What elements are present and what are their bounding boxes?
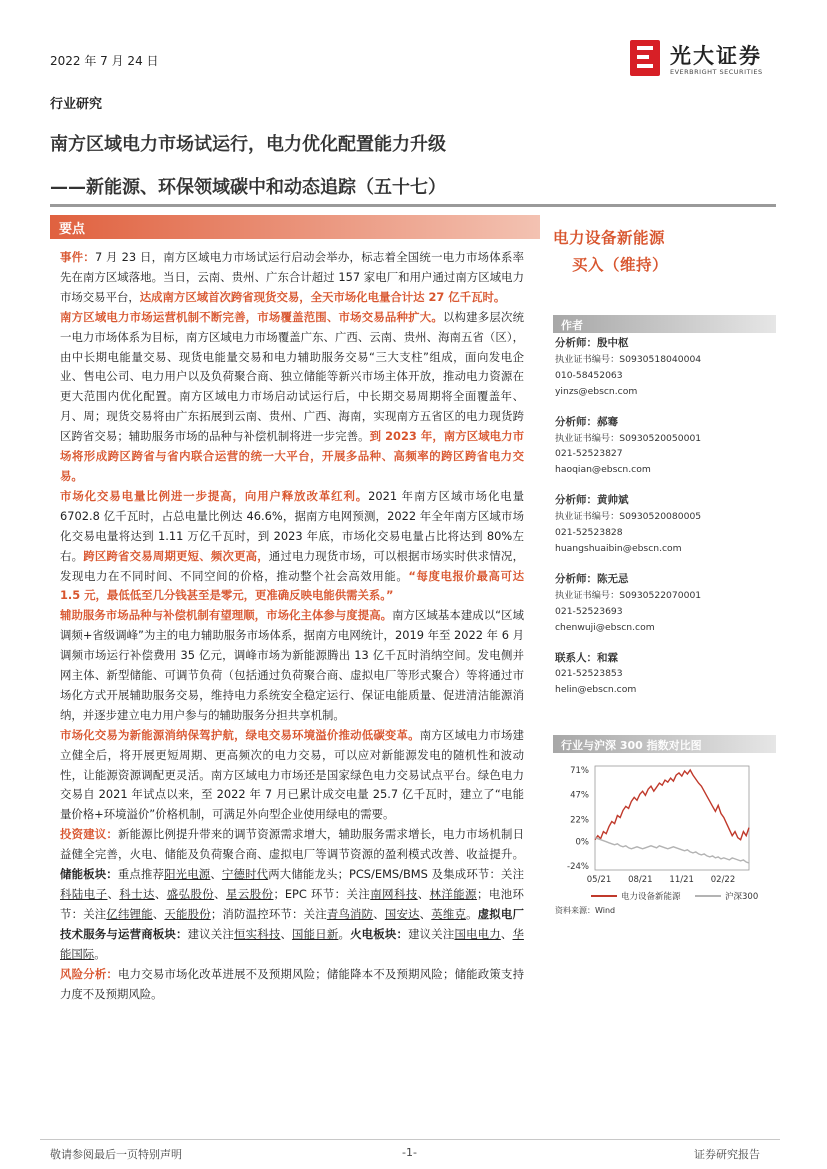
author-phone: 010-58452063: [555, 369, 623, 381]
investment-text: 、: [154, 887, 167, 901]
x-tick-label: 08/21: [628, 875, 653, 885]
author-phone: 021-52523693: [555, 605, 623, 617]
investment-text: 、: [214, 887, 227, 901]
author-name: 陈无忌: [597, 572, 629, 585]
author-cert: 执业证书编号：S0930520080005: [555, 511, 702, 523]
report-category: 行业研究: [50, 97, 103, 112]
stock-link[interactable]: 星云股份: [226, 887, 274, 901]
brand-logo: [628, 38, 776, 82]
legend-label: 沪深300: [725, 892, 759, 902]
y-tick-label: -24%: [567, 862, 589, 872]
investment-text: ；消防温控环节：关注: [210, 906, 327, 921]
author-role: 分析师：: [555, 415, 597, 428]
series-line: [595, 838, 749, 863]
ancillary-text: 南方区域基本建成以“区域调频+省级调峰”为主的电力辅助服务市场体系，据南方电网统计，2019 年至 2022 年 6 月调频市场运行补偿费用 35 亿元，调峰市场为新能源腾出 13 亿千瓦时消纳空间。发电侧并网主体、新型储能、可调节负荷（包括通过负荷聚合商、虚拟电厂等形式聚合）等将通过市场化方式开展辅助服务交易，维持电力系统安全稳定运行、保证电能质量、促进清洁能源消纳，并逐步建立电力用户参与的辅助服务分担共享机制。: [60, 608, 524, 722]
stock-link[interactable]: 宁德时代: [221, 867, 269, 882]
y-tick-label: 71%: [570, 766, 589, 776]
author-name: 郝骞: [597, 415, 618, 428]
paragraph-market-share: [60, 487, 524, 606]
y-tick-label: 47%: [570, 790, 589, 801]
investment-text: 。: [466, 906, 478, 921]
authors-header: [553, 315, 776, 333]
key-points-header: [50, 215, 540, 239]
storage-sector-label: 储能板块：: [60, 867, 118, 882]
investment-text: 建议关注: [187, 926, 235, 941]
stock-link[interactable]: 盛弘股份: [166, 887, 215, 901]
brand-name-en: EVERBRIGHT SECURITIES: [670, 68, 763, 76]
event-label: 事件：: [60, 250, 95, 264]
investment-text: 、: [373, 906, 385, 921]
stock-link[interactable]: 南网科技: [370, 887, 418, 901]
author-phone: 021-52523827: [555, 448, 623, 460]
investment-text: 、: [210, 867, 222, 882]
investment-label: 投资建议：: [60, 827, 119, 842]
paragraph-event: [60, 248, 524, 308]
legend-label: 电力设备新能源: [621, 892, 681, 902]
vpp-sector-label: 虚拟电厂技术服务与运营商板块：: [60, 906, 524, 941]
author-role: 分析师：: [555, 494, 597, 507]
author-entry: [555, 493, 777, 557]
author-role: 分析师：: [555, 337, 597, 349]
index-comparison-chart: [553, 758, 776, 918]
contact-phone: 021-52523853: [555, 668, 623, 680]
chart-source: 资料来源：Wind: [555, 906, 616, 915]
stock-link[interactable]: 科士达: [119, 887, 155, 901]
mechanism-heading: 南方区域电力市场运营机制不断完善，市场覆盖范围、市场交易品种扩大。: [60, 309, 443, 324]
green-power-heading: 市场化交易为新能源消纳保驾护航，绿电交易环境溢价推动低碳变革。: [60, 727, 420, 742]
authors-label: 作者: [561, 319, 583, 332]
author-cert: 执业证书编号：S0930518040004: [555, 353, 702, 365]
author-phone: 021-52523828: [555, 527, 623, 539]
investment-text: 两大储能龙头；PCS/EMS/BMS 及集成环节：关注: [268, 867, 524, 882]
author-role: 分析师：: [555, 572, 597, 585]
stock-link[interactable]: 林洋能源: [429, 887, 477, 901]
investment-text: 建议关注: [408, 926, 455, 941]
stock-link[interactable]: 青鸟消防: [326, 906, 374, 921]
market-share-text: 2021 年南方区域市场化电量 6702.8 亿千瓦时，占总电量比例达 46.6%，据南方电网预测，2022 年全年南方区域市场化交易电量将达到 1.11 万亿千瓦时，到 2023 年底，市场化交易电量占比将达到 80%左右。: [60, 488, 524, 563]
stock-link[interactable]: 国电电力: [454, 926, 501, 941]
title-divider: [50, 204, 776, 207]
report-date: 2022 年 7 月 24 日: [50, 54, 159, 68]
investment-text: 、: [107, 887, 120, 901]
investment-text: 。: [94, 946, 106, 961]
market-share-quote: “每度电报价最高可达 1.5 元，最低低至几分钱甚至是零元，更准确反映电能供需关系。”: [60, 568, 524, 603]
report-body: [60, 248, 524, 1004]
author-entry: [555, 572, 777, 636]
thermal-sector-label: 火电板块：: [350, 926, 409, 941]
investment-text: 、: [500, 926, 513, 941]
chart-header: [553, 735, 776, 753]
investment-text: 。: [338, 926, 351, 941]
market-share-highlight: 跨区跨省交易周期更短、频次更高，: [83, 548, 269, 563]
contact-email[interactable]: helin@ebscn.com: [555, 684, 637, 696]
footer-report-type: 证券研究报告: [694, 1148, 760, 1161]
y-tick-label: 0%: [575, 837, 589, 848]
investment-text: 、: [419, 906, 432, 921]
mechanism-highlight: 到 2023 年，南方区域电力市场将形成跨区跨省与省内联合运营的统一大平台，开展多品种、高频率的跨区跨省电力交易。: [60, 429, 524, 483]
stock-link[interactable]: 天能股份: [164, 906, 211, 921]
author-email[interactable]: chenwuji@ebscn.com: [555, 621, 655, 633]
author-email[interactable]: haoqian@ebscn.com: [555, 464, 651, 476]
brand-name-cn: 光大证券: [670, 44, 762, 68]
stock-link[interactable]: 英维克: [431, 906, 467, 921]
investment-text: ；电池环节：关注: [60, 887, 524, 921]
investment-text: 、: [417, 887, 430, 901]
author-cert: 执业证书编号：S0930522070001: [555, 589, 702, 601]
paragraph-ancillary: [60, 606, 524, 725]
stock-link[interactable]: 阳光电源: [164, 867, 211, 882]
paragraph-mechanism: [60, 308, 524, 487]
author-entry: [555, 336, 777, 400]
contact-entry: [555, 651, 777, 699]
investment-text: ；EPC 环节：关注: [273, 887, 371, 901]
footer-disclaimer: 敬请参阅最后一页特别声明: [50, 1148, 182, 1161]
author-cert: 执业证书编号：S0930520050001: [555, 432, 702, 444]
stock-link[interactable]: 恒实科技: [234, 926, 281, 941]
author-list: [555, 336, 777, 713]
investment-text: 重点推荐: [117, 867, 165, 882]
stock-link[interactable]: 国安达: [384, 906, 420, 921]
risk-text: 电力交易市场化改革进展不及预期风险；储能降本不及预期风险；储能政策支持力度不及预期风险。: [60, 966, 524, 1001]
x-tick-label: 05/21: [586, 875, 612, 885]
rating: 买入（维持）: [572, 256, 669, 274]
event-text: 7 月 23 日，南方区域电力市场试运行启动会举办，标志着全国统一电力市场体系率先在南方区域落地。当日，云南、贵州、广东合计超过 157 家电厂和用户通过南方区域电力市场交易平台，: [60, 250, 524, 304]
x-tick-label: 11/21: [669, 875, 694, 885]
ancillary-heading: 辅助服务市场品种与补偿机制有望理顺，市场化主体参与度提高。: [60, 608, 393, 623]
market-share-text2: 通过电力现货市场，可以根据市场实时供求情况，发现电力在不同时间、不同空间的价格，推动整个社会高效用能。: [60, 548, 524, 583]
stock-link[interactable]: 亿纬锂能: [106, 906, 153, 921]
author-email[interactable]: huangshuaibin@ebscn.com: [555, 542, 682, 554]
risk-label: 风险分析：: [60, 966, 119, 981]
footer-divider: [40, 1139, 780, 1140]
investment-text: 、: [280, 926, 293, 941]
mechanism-text: 以构建多层次统一电力市场体系为目标，南方区域电力市场覆盖广东、广西、云南、贵州、海南五省（区），由中长期电能量交易、现货电能量交易和电力辅助服务交易“三大支柱”组成，面向发电企业、售电公司、电力用户以及负荷聚合商、独立储能等新兴市场主体开放，推动电力资源在更大范围内优化配置。南方区域电力市场启动试运行后，中长期交易周期将全面覆盖年、月、周；现货交易将由广东拓展到云南、贵州、广西、海南，实现南方五省区的电力现货跨区跨省交易；辅助服务市场的品种与补偿机制将进一步完善。: [60, 309, 524, 444]
author-name: 黄帅斌: [597, 494, 629, 507]
paragraph-risk: [60, 965, 524, 1005]
contact-name: 和霖: [597, 651, 618, 664]
contact-role: 联系人：: [555, 651, 597, 664]
key-points-label: 要点: [59, 222, 86, 237]
paragraph-green-power: [60, 726, 524, 826]
author-name: 殷中枢: [597, 337, 629, 349]
stock-link[interactable]: 华能国际: [60, 926, 524, 961]
x-tick-label: 02/22: [710, 875, 736, 885]
report-subtitle: ——新能源、环保领域碳中和动态追踪（五十七）: [50, 177, 446, 198]
y-tick-label: 22%: [570, 815, 589, 826]
stock-link[interactable]: 科陆电子: [60, 887, 108, 901]
market-share-heading: 市场化交易电量比例进一步提高，向用户释放改革红利。: [60, 488, 369, 503]
investment-text: 新能源比例提升带来的调节资源需求增大，辅助服务需求增长，电力市场机制日益健全完善，火电、储能及负荷聚合商、虚拟电厂等调节资源的盈利模式改善、收益提升。: [60, 827, 524, 862]
investment-text: 、: [152, 906, 165, 921]
paragraph-investment: [60, 825, 524, 964]
report-title: 南方区域电力市场试运行，电力优化配置能力升级: [50, 134, 446, 155]
author-entry: [555, 415, 777, 479]
event-highlight: 达成南方区域首次跨省现货交易，全天市场化电量合计达 27 亿千瓦时。: [139, 289, 506, 304]
everbright-logo-icon: [628, 38, 662, 78]
green-power-text: 南方区域电力市场建立健全后，将开展更短周期、更高频次的电力交易，可以应对新能源发电的随机性和波动性，让能源资源调配更灵活。南方区域电力市场还是国家绿色电力交易试点平台。绿色电力交易自 2021 年试点以来，至 2022 年 7 月已累计成交电量 25.7 亿千瓦时，建立了“电能量价格+环境溢价”价格机制，可满足外向型企业使用绿电的需要。: [60, 727, 524, 822]
chart-title: 行业与沪深 300 指数对比图: [561, 739, 702, 752]
stock-link[interactable]: 国能日新: [292, 926, 339, 941]
page-number: -1-: [402, 1146, 417, 1159]
series-line: [595, 770, 749, 840]
sector-name: 电力设备新能源: [553, 229, 666, 247]
chart-frame: [595, 766, 749, 870]
author-email[interactable]: yinzs@ebscn.com: [555, 385, 638, 397]
